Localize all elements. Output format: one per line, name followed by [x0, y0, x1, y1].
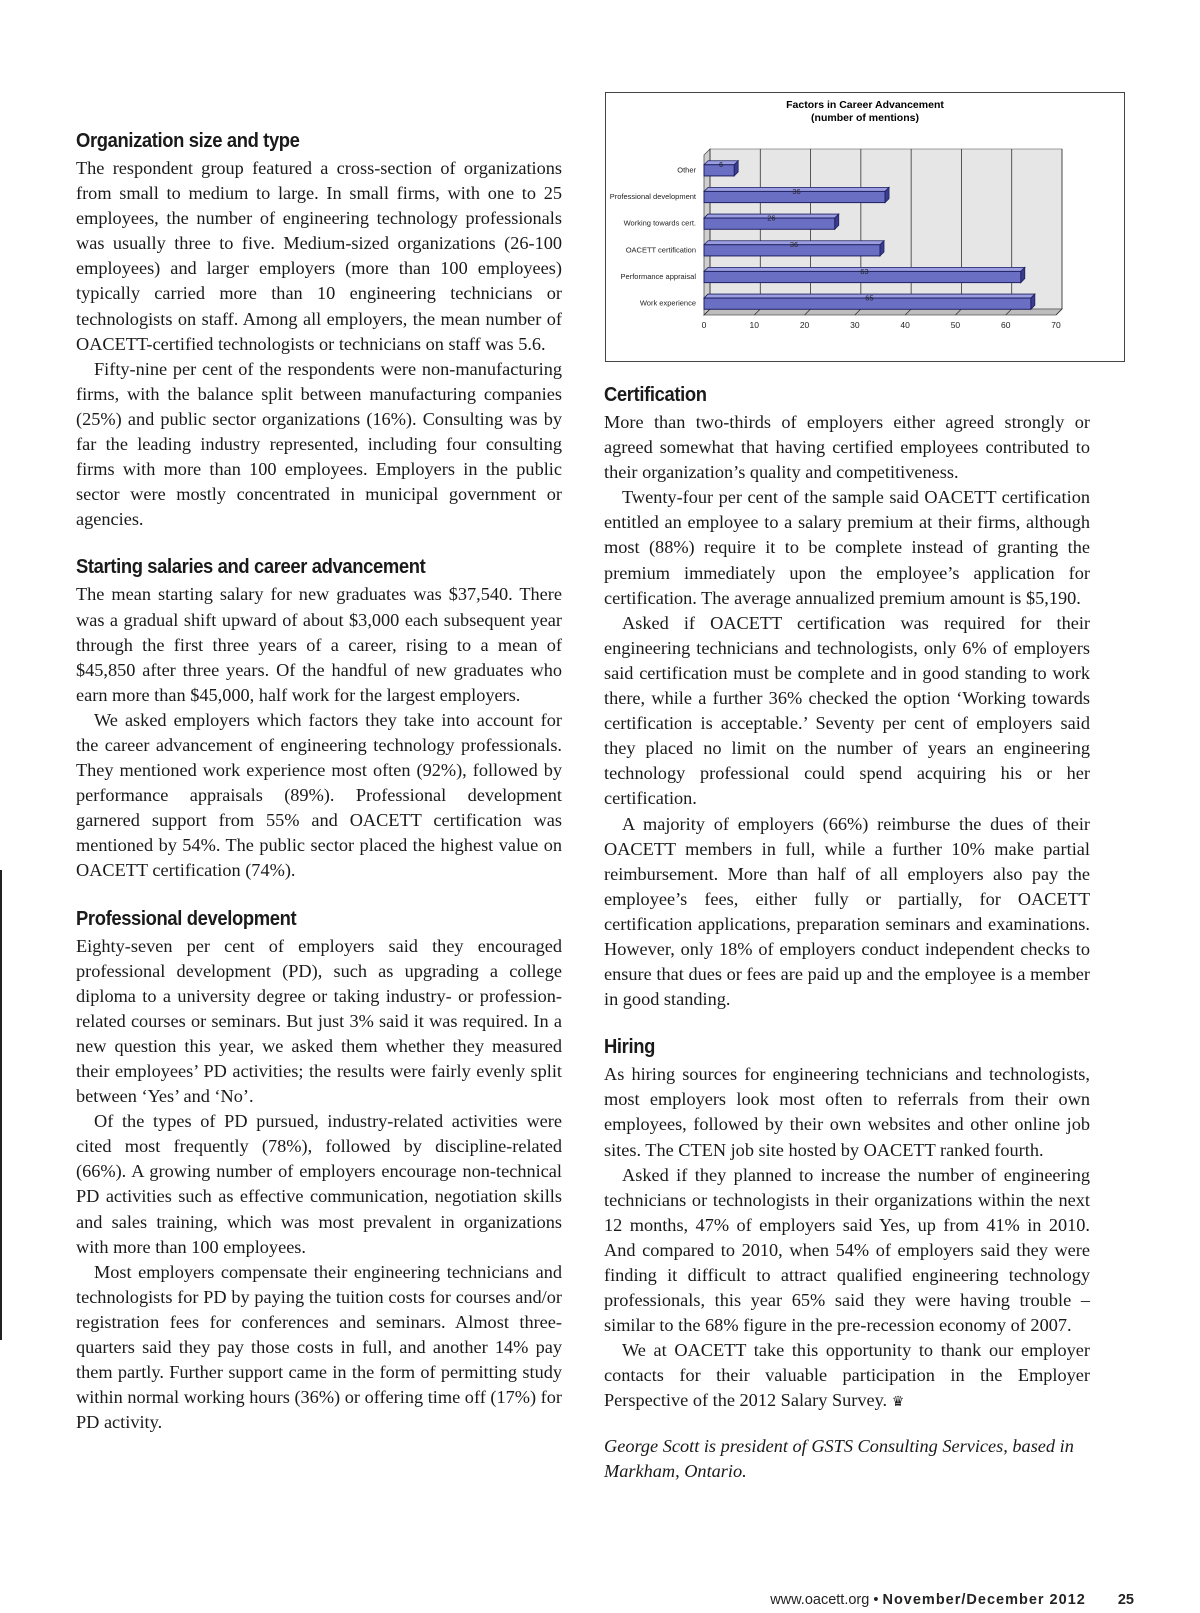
chart-category-label: Performance appraisal — [620, 272, 696, 281]
chart-grid — [704, 149, 1062, 315]
paragraph: Twenty-four per cent of the sample said OACETT certification entitled an employee to a salary premium at their firms, although most (88%) require it to be complete instead of granting the premium immediately upon the employee’s application for certification. The average annualized premium amount is $5,190. — [604, 487, 1090, 608]
chart-data-label: 6 — [718, 160, 724, 170]
section-hiring — [604, 1034, 1090, 1484]
chart-category-label: Other — [677, 165, 696, 175]
chart-title: Factors in Career Advancement — [786, 99, 944, 111]
paragraph: Most employers compensate their engineering technicians and technologists for PD by paying the tuition costs for courses and/or registration fees for conferences and seminars. Almost three-quarters said they pay those costs in full, and another 14% pay them partly. Further support came in the form of permitting study within normal working hours (36%) or offering time off (17%) for PD activity. — [76, 1261, 562, 1433]
closing-text: We at OACETT take this opportunity to thank our employer contacts for their valuable participation in the Employer Perspective of the 2012 Salary Survey. — [604, 1340, 1090, 1411]
paragraph — [604, 1338, 1090, 1415]
chart-data-label: 26 — [767, 213, 776, 223]
chart-category-label: Professional development — [609, 192, 696, 201]
paragraph: As hiring sources for engineering technicians and technologists, most employers look most often to referrals from their own employees, followed by their own websites and other online job sites. The CTEN job site hosted by OACETT ranked fourth. — [604, 1064, 1090, 1160]
heading-professional-development: Professional development — [76, 907, 297, 930]
heading-organization: Organization size and type — [76, 130, 300, 152]
paragraph: Fifty-nine per cent of the respondents were non-manufacturing firms, with the balance split between manufacturing companies (25%) and public sector organizations (16%). Consulting was by far the leading industry represented, including four consulting firms with more than 100 employees. Employers in the public sector were mostly concentrated in municipal government or agencies. — [76, 358, 562, 530]
chart-data-label: 36 — [792, 186, 801, 196]
left-column — [76, 128, 562, 1457]
section-organization — [76, 128, 562, 532]
chart-tick-label: 40 — [900, 320, 910, 330]
paragraph: More than two-thirds of employers either agreed strongly or agreed somewhat that having certified employees contributed to their organization’s quality and competitiveness. — [604, 412, 1090, 483]
paragraph: Asked if OACETT certification was required for their engineering technicians and technologists, only 6% of employers said certification must be complete and in good standing to work there, while a further 36% checked the option ‘Working towards certification is acceptable.’ Seventy per cent of employers said they placed no limit on the number of years an engineering technology professional could spend acquiring his or her certification. — [604, 612, 1090, 809]
heading-salaries: Starting salaries and career advancement — [76, 556, 426, 579]
chart-category-label: Work experience — [639, 298, 696, 308]
chart-subtitle: (number of mentions) — [811, 112, 919, 124]
chart-tick-label: 20 — [799, 320, 810, 330]
right-column — [604, 382, 1090, 1506]
page-edge-rule — [0, 870, 2, 1340]
author-byline: George Scott is president of GSTS Consulting Services, based in Markham, Ontario. — [604, 1435, 1074, 1481]
chart-category-labels — [610, 165, 697, 307]
heading-certification: Certification — [604, 384, 707, 406]
heading-hiring: Hiring — [604, 1036, 655, 1059]
chart-tick-label: 60 — [1000, 320, 1011, 330]
footer-url: www.oacett.org — [770, 1592, 870, 1608]
paragraph: We asked employers which factors they take into account for the career advancement of engineering technology professionals. They mentioned work experience most often (92%), followed by performance appraisals (89%). Professional development garnered support from 55% and OACETT certification was mentioned by 54%. The public sector placed the highest value on OACETT certification (74%). — [76, 709, 562, 881]
chart-category-label: OACETT certification — [625, 245, 696, 255]
chart-data-label: 36 — [789, 240, 799, 250]
chart-data-label: 63 — [860, 266, 869, 276]
career-advancement-chart — [605, 92, 1125, 362]
paragraph: Eighty-seven per cent of employers said they encouraged professional development (PD), such as upgrading a college diploma to a university degree or taking industry- or profession-related courses or seminars. But just 3% said it was required. In a new question this year, we asked them whether they measured their employees’ PD activities; the results were fairly evenly split between ‘Yes’ and ‘No’. — [76, 935, 562, 1107]
section-salaries — [76, 554, 562, 883]
chart-tick-label: 50 — [950, 320, 961, 330]
chart-tick-label: 30 — [850, 320, 860, 330]
chart-data-label: 65 — [865, 293, 874, 303]
paragraph: A majority of employers (66%) reimburse the dues of their OACETT members in full, while a further 10% make partial reimbursement. More than half of all employers also pay the employee’s fees, either fully or partially, for OACETT certification applications, preparation seminars and examinations. However, only 18% of employers conduct independent checks to ensure that dues or fees are paid up and the employee is a member in good standing. — [604, 813, 1090, 1010]
page-footer — [0, 1592, 1134, 1608]
section-professional-development — [76, 906, 562, 1436]
chart-tick-label: 0 — [701, 320, 707, 330]
chart-tick-labels — [702, 320, 1061, 330]
footer-separator: • — [873, 1592, 879, 1608]
page-number: 25 — [1117, 1592, 1134, 1608]
paragraph: Of the types of PD pursued, industry-related activities were cited most frequently (78%), followed by discipline-related (66%). A growing number of employers encourage non-technical PD activities such as effective communication, negotiation skills and sales training, which was most prevalent in organizations with more than 100 employees. — [76, 1111, 562, 1257]
end-mark-icon: ♛ — [891, 1395, 905, 1411]
chart-svg — [606, 93, 1124, 361]
chart-tick-label: 10 — [749, 320, 760, 330]
section-certification — [604, 382, 1090, 1012]
footer-issue: November/December 2012 — [882, 1592, 1086, 1608]
paragraph: The respondent group featured a cross-section of organizations from small to medium to large. In small firms, with one to 25 employees, the number of engineering technology professionals was usually three to five. Medium-sized organizations (26-100 employees) and larger employers (more than 100 employees) typically carried more than 10 engineering technicians or technologists on staff. Among all employers, the mean number of OACETT-certified technologists or technicians on staff was 5.6. — [76, 158, 562, 354]
chart-tick-label: 70 — [1051, 320, 1061, 330]
paragraph: Asked if they planned to increase the number of engineering technicians or technologists in their organizations within the next 12 months, 47% of employers said Yes, up from 41% in 2010. And compared to 2010, when 54% of employers said they were finding it difficult to attract qualified engineering technology professionals, this year 65% said they were having trouble – similar to the 68% figure in the pre-recession economy of 2007. — [604, 1164, 1090, 1336]
chart-category-label: Working towards cert. — [623, 218, 696, 228]
paragraph: The mean starting salary for new graduates was $37,540. There was a gradual shift upward of about $3,000 each subsequent year through the first three years of a career, rising to a mean of $45,850 after three years. Of the handful of new graduates who earn more than $45,000, half work for the largest employers. — [76, 584, 562, 705]
